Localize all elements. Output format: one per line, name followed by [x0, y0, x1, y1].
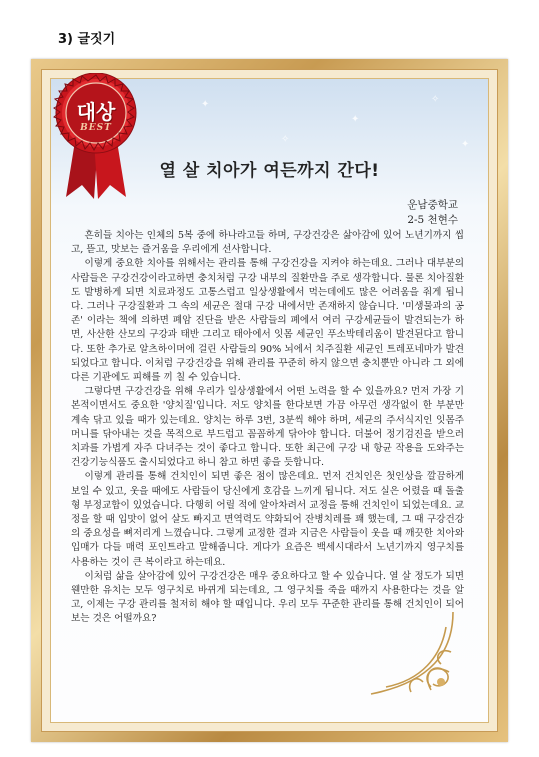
paragraph: 이처럼 삶을 살아감에 있어 구강건강은 매우 중요하다고 할 수 있습니다. 열 살 정도가 되면 웬만한 유치는 모두 영구치로 바뀌게 되는데요, 그 영구치를 죽을 때까지 사용한다는 것을 알고, 이제는 구강 관리를 철저히 해야 할 때입니다. 우리 모두 꾸준한 관리를 통해 건치인이 되어 보는 것은 어떨까요? [71, 570, 464, 625]
award-badge [52, 73, 140, 201]
badge-sub: BEST [80, 123, 112, 133]
paragraph: 그렇다면 구강건강을 위해 우리가 일상생활에서 어떤 노력을 할 수 있을까요? 먼저 가장 기본적이면서도 중요한 '양치질'입니다. 저도 양치를 한다보면 가끔 아무런 생각없이 한 부분만 계속 닦고 있을 때가 있는데요. 양치는 하루 3번, 3분씩 해야 하며, 세균의 주서식지인 잇몸주머니를 닦아내는 것을 목적으로 부드럽고 꼼꼼하게 닦아야 합니다. 더불어 정기검진을 받으러 치과를 가볍게 자주 다녀주는 것이 좋다고 합니다. 또한 최근에 구강 내 항균 작용을 도와주는 건강기능식품도 출시되었다고 하니 참고 하면 좋을 듯합니다. [71, 386, 464, 469]
sparkle-icon: ✧ [281, 134, 290, 145]
paragraph: 이렇게 중요한 치아를 위해서는 관리를 통해 구강건강을 지켜야 하는데요. 그러나 대부분의 사람들은 구강건강이라고하면 충치처럼 구강 내부의 질환만을 주로 생각합니다. 물론 치아질환도 발병하게 되면 치료과정도 고통스럽고 일상생활에서 먹는데에도 많은 어려움을 줘게 됩니다. 그러나 구강질환과 그 속의 세균은 절대 구강 내에서만 존재하지 않습니다. '미생물과의 공존' 이라는 책에 의하면 폐암 진단을 받은 사람들의 폐에서 여러 구강세균들이 발견되는가 하면, 사산한 산모의 구강과 태반 그리고 태아에서 잇몸 세균인 푸소박테리움이 발견된다고 합니다. 또한 추가로 알츠하이머에 걸린 사람들의 90% 뇌에서 치주질환 세균인 트레포네마가 발견되었다고 합니다. 이처럼 구강건강을 위해 관리를 꾸준히 하지 않으면 충치뿐만 아니라 그 외에 다른 기관에도 피해를 끼 칠 수 있습니다. [71, 258, 464, 384]
paragraph: 흔히들 치아는 인체의 5복 중에 하나라고들 하며, 구강건강은 삶아감에 있어 노년기까지 씹고, 뜯고, 맛보는 즐거움을 우리에게 선사합니다. [71, 230, 464, 256]
school-name: 운남중학교 [407, 199, 458, 211]
essay-title: 열 살 치아가 여든까지 간다! [159, 161, 380, 181]
sparkle-icon: ✦ [201, 99, 210, 110]
section-heading: 3) 글짓기 [58, 32, 116, 47]
paragraph: 이렇게 관리를 통해 건치인이 되면 좋은 점이 많은데요. 먼저 건치인은 첫인상을 깔끔하게 보일 수 있고, 웃을 때에도 사람들이 당신에게 호감을 느끼게 됩니다. 저도 실은 어렸을 때 돌출형 부정교합이 있었습니다. 다행히 어릴 적에 알아차려서 교정을 통해 건치인이 되었는데요. 교정을 할 때 입맛이 없어 살도 빠지고 면역력도 약화되어 잔병치레를 꽤 했는데, 그 때 구강건강의 중요성을 뼈저리게 느꼈습니다. 그렇게 교정한 결과 지금은 사람들이 웃을 때 깨끗한 치아와 입매가 다들 매력 포인트라고 말해줍니다. 게다가 요즘은 백세시대라서 노년기까지 영구치를 사용하는 것이 큰 복이라고 하는데요. [71, 471, 464, 568]
rosette-icon [52, 73, 140, 201]
author-block [407, 198, 458, 228]
corner-ornament-icon [361, 602, 456, 697]
sparkle-icon: ✦ [461, 139, 470, 150]
badge-label: 대상 [76, 100, 116, 124]
sparkle-icon: ✦ [351, 114, 360, 125]
sparkle-icon: ✧ [431, 94, 440, 105]
essay-body [71, 229, 464, 627]
author-name: 2-5 천현수 [407, 214, 458, 226]
